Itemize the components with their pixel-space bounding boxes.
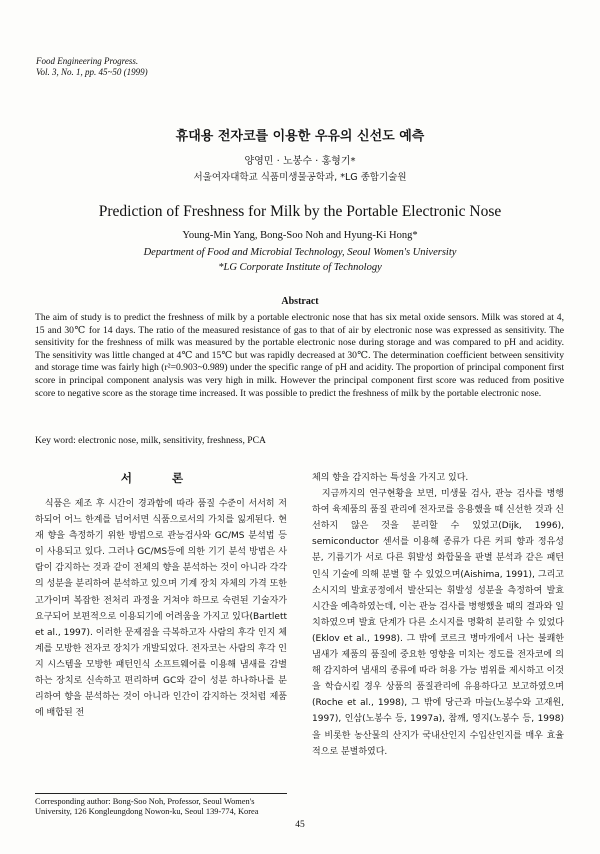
abstract-heading: Abstract	[281, 296, 319, 307]
journal-citation	[36, 56, 148, 78]
section-title-introduction: 서 론	[120, 471, 202, 485]
english-affiliation-1: Department of Food and Microbial Technology, Seoul Women's University	[143, 247, 457, 258]
page-number: 45	[295, 820, 305, 830]
intro-continuation: 체의 향을 감지하는 특성을 가지고 있다.	[312, 473, 469, 483]
research-review-paragraph: 지금까지의 연구현황을 보면, 미생물 검사, 관능 검사를 병행하여 육제품의 품질 관리에 전자코를 응용했을 때 신선한 것과 신선하지 않은 것을 분리할 수 있었고(Dijk, 1996), semiconductor 센서를 이용해 종류가 다른 커피 향과 정유성분, 기름기가 서로 다른 휘발성 화합물을 판별 분석과 같은 패턴 인식 기술에 의해 분별 할 수 있었으며(Aishima, 1991), 그리고 소시지의 발효공정에서 발산되는 휘발성 성분을 측정하여 발효 시간을 예측하였는데, 이는 관능 검사를 병행했을 때의 결과와 일치하였으며 발효 단계가 다른 소시지를 명확히 분리할 수 있었다(Eklov et al., 1998). 그 밖에 코르크 병마개에서 나는 불쾌한 냄새가 제품의 품질에 중요한 영향을 미치는 정도를 전자코에 의해 감지하여 냄새의 종류에 따라 허용 가능 범위를 제시하고 이것을 학습시킬 경우 상품의 품질관리에 유용하다고 보고하였으며(Roche et al., 1998), 그 밖에 당근과 마늘(노봉수와 고재원, 1997), 인삼(노봉수 등, 1997a), 참깨, 영지(노봉수 등, 1998)을 비롯한 농산물의 산지가 국내산인지 수입산인지를 매우 효율적으로 분별하였다.	[312, 489, 564, 757]
english-authors: Young-Min Yang, Bong-Soo Noh and Hyung-Ki Hong*	[182, 230, 418, 241]
corresponding-author-footnote: Corresponding author: Bong-Soo Noh, Professor, Seoul Women's University, 126 Kongleungdong Nowon-ku, Seoul 139-774, Korea	[35, 797, 259, 817]
left-column	[35, 470, 287, 721]
korean-affiliation: 서울여자대학교 식품미생물공학과, *LG 종합기술원	[193, 172, 407, 183]
english-affiliation-2: *LG Corporate Institute of Technology	[218, 262, 382, 273]
korean-title: 휴대용 전자코를 이용한 우유의 신선도 예측	[175, 129, 425, 144]
footnote-rule	[35, 793, 287, 794]
keywords: Key word: electronic nose, milk, sensitivity, freshness, PCA	[35, 435, 266, 446]
korean-authors: 양영민 · 노봉수 · 홍형기*	[244, 156, 356, 167]
journal-name: Food Engineering Progress.	[36, 56, 139, 66]
right-column	[312, 470, 564, 760]
english-title: Prediction of Freshness for Milk by the Portable Electronic Nose	[98, 203, 502, 220]
journal-issue: Vol. 3, No. 1, pp. 45~50 (1999)	[36, 67, 148, 77]
abstract-body: The aim of study is to predict the freshness of milk by a portable electronic nose that has six metal oxide sensors. Milk was stored at 4, 15 and 30℃ for 14 days. The ratio of the measured resistance of gas to that of air by electronic nose was expressed as sensitivity. The sensitivity for the freshness of milk was measured by the portable electronic nose during storage and was compared to pH and acidity. The sensitivity was little changed at 4℃ and 15℃ but was rapidly decreased at 30℃. The determination coefficient between sensitivity and storage time was fairly high (r²=0.903~0.989) under the specific range of pH and acidity. The proportion of principal component first score in principal component analysis was very high in milk. However the principal component first score was reduced from positive score to negative score as the storage time increased. It was possible to predict the freshness of milk by the portable electronic nose.	[35, 312, 564, 399]
intro-paragraph: 식품은 제조 후 시간이 경과함에 따라 품질 수준이 서서히 저하되어 어느 한계를 넘어서면 식품으로서의 가치를 잃게된다. 현재 향을 측정하기 위한 방법으로 관능검사와 GC/MS 분석법 등이 사용되고 있다. 그러나 GC/MS등에 의한 기기 분석 방법은 사람이 감지하는 것과 같이 전체의 향을 분석하는 것이 아니라 각각의 성분을 분리하여 분석하고 있으며 기계 장치 자체의 가격 또한 고가이며 복잡한 전처리 과정을 거쳐야 하므로 숙련된 기술자가 요구되어 보편적으로 이용되기에 어려움을 가지고 있다(Bartlett et al., 1997). 이러한 문제점을 극복하고자 사람의 후각 인지 체계를 모방한 전자코 장치가 개발되었다. 전자코는 사람의 후각 인지 시스템을 모방한 패턴인식 소프트웨어를 이용해 냄새를 감별하는 장치로 신속하고 편리하며 GC와 같이 성분 하나하나를 분리하여 향을 분석하는 것이 아니라 인간이 감지하는 것처럼 제품에 배합된 전	[35, 499, 287, 719]
